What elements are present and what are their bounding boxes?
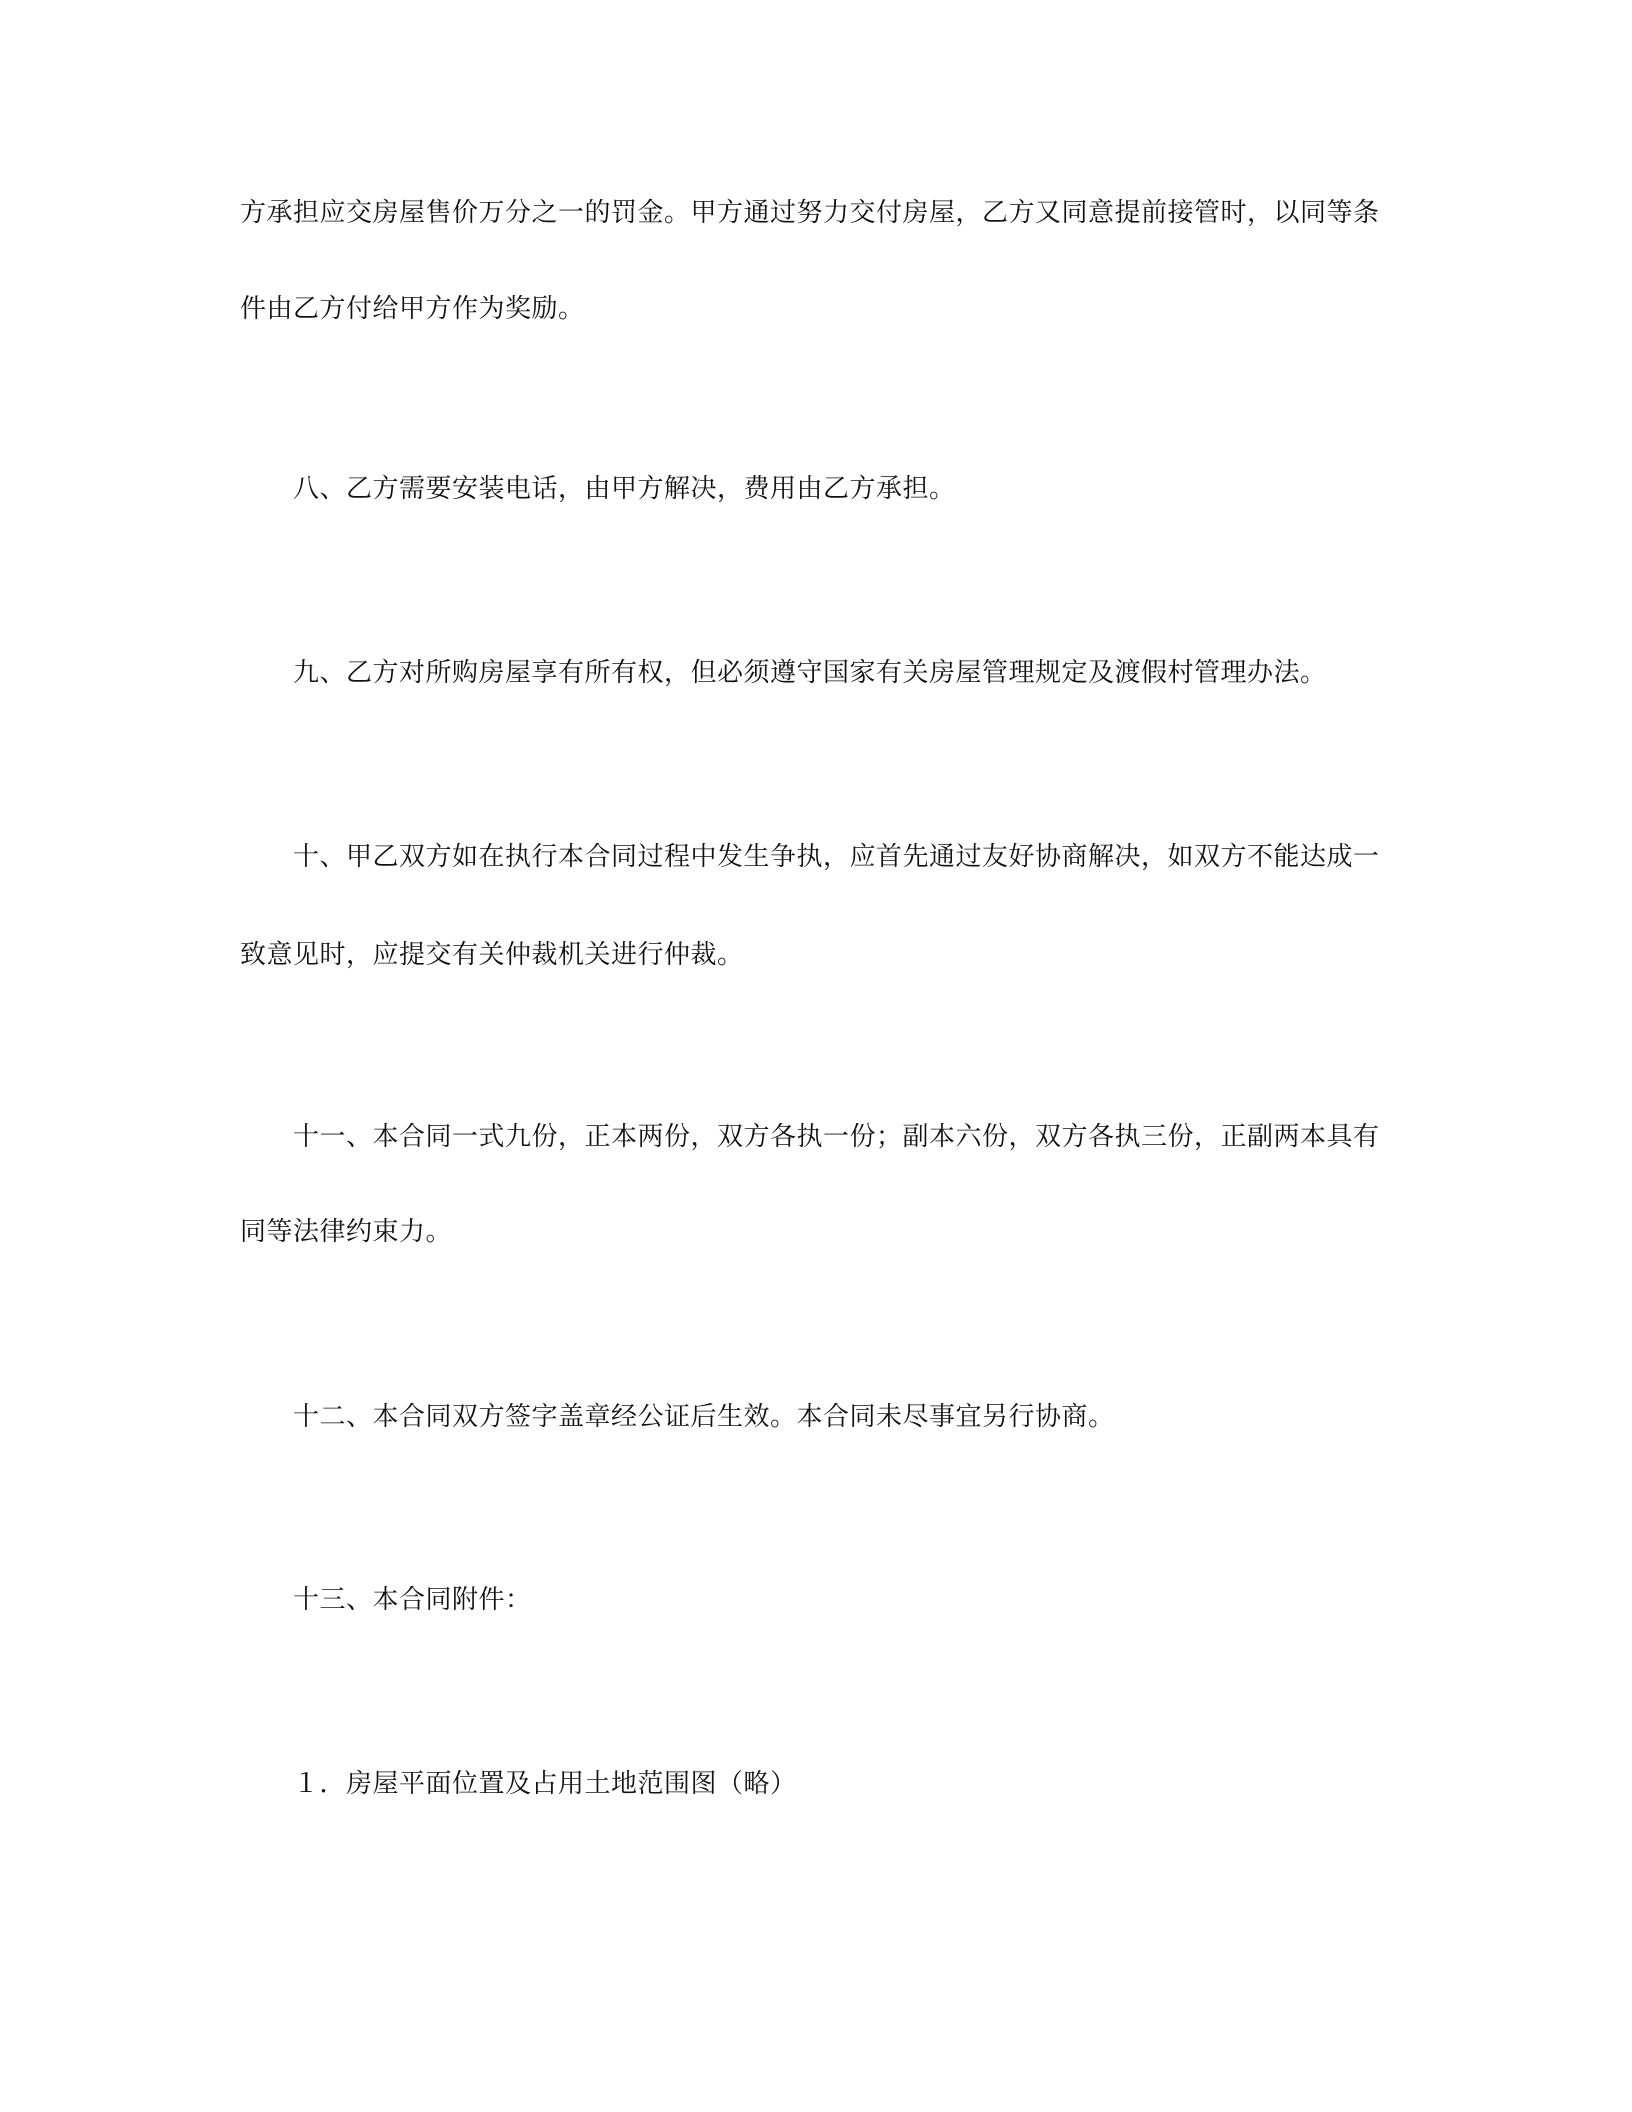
clause-9: 九、乙方对所购房屋享有所有权，但必须遵守国家有关房屋管理规定及渡假村管理办法。 bbox=[293, 658, 1327, 688]
clause-10-line-1: 十、甲乙双方如在执行本合同过程中发生争执，应首先通过友好协商解决，如双方不能达成一 bbox=[293, 842, 1380, 872]
clause-8: 八、乙方需要安装电话，由甲方解决，费用由乙方承担。 bbox=[293, 474, 956, 504]
clause-13: 十三、本合同附件： bbox=[293, 1585, 532, 1615]
clause-11-line-1: 十一、本合同一式九份，正本两份，双方各执一份；副本六份，双方各执三份，正副两本具有 bbox=[293, 1122, 1380, 1152]
clause-11-line-2: 同等法律约束力。 bbox=[240, 1217, 453, 1247]
attachment-1: １．房屋平面位置及占用土地范围图（略） bbox=[293, 1769, 797, 1799]
clause-7-continued-line-1: 方承担应交房屋售价万分之一的罚金。甲方通过努力交付房屋，乙方又同意提前接管时，以同等条 bbox=[240, 198, 1380, 228]
clause-10-line-2: 致意见时，应提交有关仲裁机关进行仲裁。 bbox=[240, 940, 744, 970]
clause-12: 十二、本合同双方签字盖章经公证后生效。本合同未尽事宜另行协商。 bbox=[293, 1402, 1115, 1432]
clause-7-continued-line-2: 件由乙方付给甲方作为奖励。 bbox=[240, 294, 585, 324]
